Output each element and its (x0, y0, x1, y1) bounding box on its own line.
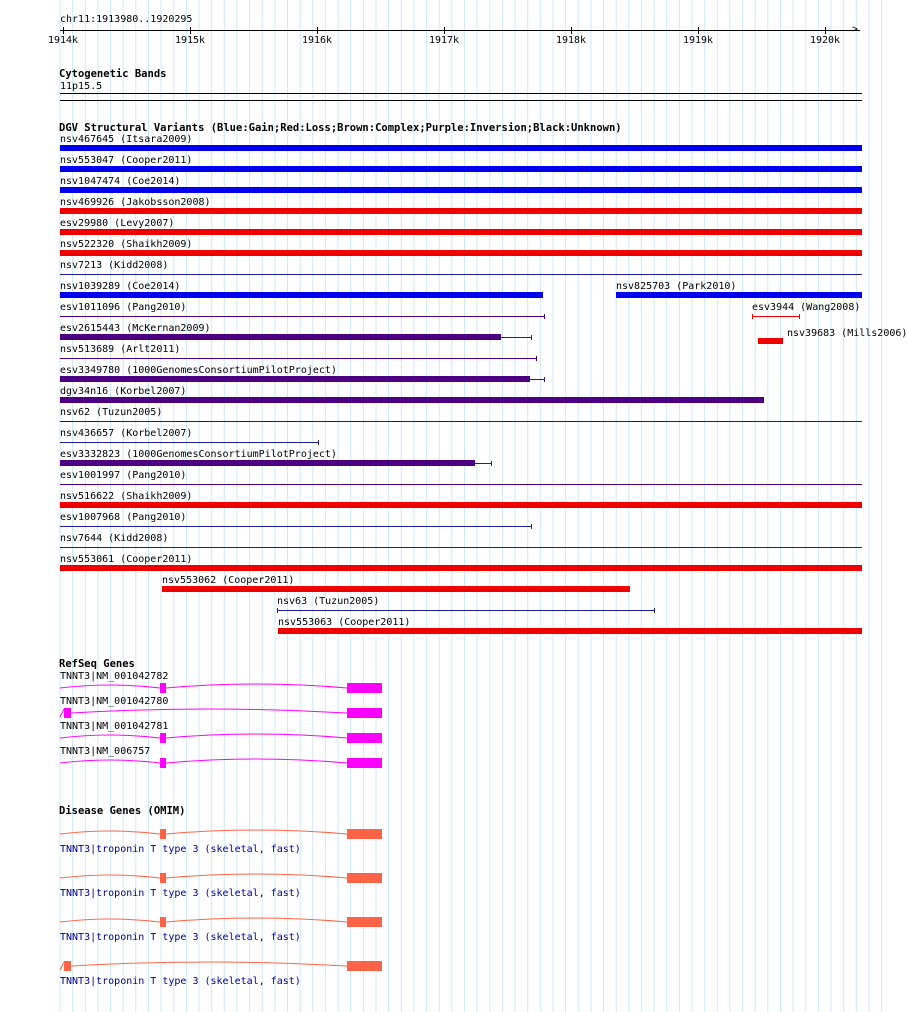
cytoband-bottom-line (60, 100, 862, 101)
exon (347, 708, 382, 718)
ruler-tick (63, 27, 64, 34)
variant-bar[interactable] (60, 145, 862, 151)
variant-bar[interactable] (60, 166, 862, 172)
variant-label[interactable]: nsv553062 (Cooper2011) (162, 575, 295, 586)
variant-label[interactable]: esv29980 (Levy2007) (60, 218, 175, 229)
variant-label[interactable]: nsv7644 (Kidd2008) (60, 533, 169, 544)
variant-bar[interactable] (162, 586, 630, 592)
omim-gene-model[interactable] (0, 912, 890, 932)
intron-line (166, 734, 347, 738)
intron-line (166, 684, 347, 688)
variant-extension-line[interactable] (530, 379, 544, 380)
variant-label[interactable]: nsv467645 (Itsara2009) (60, 134, 193, 145)
exon (160, 733, 166, 743)
intron-line (60, 760, 160, 763)
ruler-tick (571, 27, 572, 34)
variant-label[interactable]: nsv62 (Tuzun2005) (60, 407, 163, 418)
variant-label[interactable]: nsv1047474 (Coe2014) (60, 176, 181, 187)
exon (160, 683, 166, 693)
ruler-tick-label: 1919k (682, 35, 714, 46)
variant-bar[interactable] (60, 292, 543, 298)
intron-line (166, 759, 347, 763)
variant-bar[interactable] (60, 250, 862, 256)
omim-gene-label[interactable]: TNNT3|troponin T type 3 (skeletal, fast) (60, 932, 301, 943)
variant-extension-line[interactable] (501, 337, 531, 338)
refseq-track-title: RefSeq Genes (59, 658, 135, 670)
variant-label[interactable]: nsv39683 (Mills2006) (787, 328, 907, 339)
variant-label[interactable]: nsv513689 (Arlt2011) (60, 344, 181, 355)
variant-start-cap (752, 314, 753, 319)
variant-bar[interactable] (60, 229, 862, 235)
variant-bar[interactable] (60, 376, 530, 382)
refseq-gene-label[interactable]: TNNT3|NM_001042782 (60, 671, 169, 682)
cytoband-track-title: Cytogenetic Bands (59, 68, 167, 80)
variant-label[interactable]: esv1011096 (Pang2010) (60, 302, 187, 313)
variant-label[interactable]: nsv436657 (Korbel2007) (60, 428, 193, 439)
exon (160, 917, 166, 927)
refseq-gene-label[interactable]: TNNT3|NM_001042780 (60, 696, 169, 707)
exon (160, 829, 166, 839)
ruler-tick (698, 27, 699, 34)
variant-bar[interactable] (758, 338, 783, 344)
variant-bar[interactable] (60, 565, 862, 571)
intron-line (60, 709, 64, 717)
exon (64, 708, 71, 718)
exon (347, 961, 382, 971)
exon (160, 758, 166, 768)
variant-end-cap (799, 314, 800, 319)
omim-gene-label[interactable]: TNNT3|troponin T type 3 (skeletal, fast) (60, 888, 301, 899)
ruler-tick (825, 27, 826, 34)
exon (347, 758, 382, 768)
intron-line (166, 874, 347, 878)
variant-start-cap (277, 608, 278, 613)
variant-label[interactable]: dgv34n16 (Korbel2007) (60, 386, 187, 397)
intron-line (60, 831, 160, 834)
ruler-tick (190, 27, 191, 34)
variant-bar[interactable] (60, 208, 862, 214)
ruler-tick (444, 27, 445, 34)
variant-label[interactable]: nsv63 (Tuzun2005) (277, 596, 380, 607)
variant-line[interactable] (60, 316, 544, 317)
variant-label[interactable]: nsv516622 (Shaikh2009) (60, 491, 193, 502)
variant-end-cap (531, 335, 532, 340)
variant-end-cap (654, 608, 655, 613)
omim-gene-model[interactable] (0, 868, 890, 888)
intron-line (71, 709, 347, 713)
variant-label[interactable]: nsv553061 (Cooper2011) (60, 554, 193, 565)
variant-bar[interactable] (60, 460, 475, 466)
exon (160, 873, 166, 883)
variant-label[interactable]: nsv553063 (Cooper2011) (278, 617, 411, 628)
intron-line (71, 962, 347, 966)
variant-label[interactable]: nsv553047 (Cooper2011) (60, 155, 193, 166)
variant-label[interactable]: nsv1039289 (Coe2014) (60, 281, 181, 292)
variant-label[interactable]: esv3944 (Wang2008) (752, 302, 861, 313)
intron-line (60, 919, 160, 922)
variant-label[interactable]: nsv469926 (Jakobsson2008) (60, 197, 211, 208)
variant-bar[interactable] (60, 187, 862, 193)
omim-track-title: Disease Genes (OMIM) (59, 805, 186, 817)
variant-line[interactable] (60, 442, 318, 443)
ruler-tick (317, 27, 318, 34)
variant-line[interactable] (60, 547, 862, 548)
variant-label[interactable]: esv2615443 (McKernan2009) (60, 323, 211, 334)
variant-label[interactable]: nsv7213 (Kidd2008) (60, 260, 169, 271)
variant-line[interactable] (60, 358, 536, 359)
exon (347, 873, 382, 883)
cytoband-label: 11p15.5 (60, 81, 103, 92)
variant-line[interactable] (60, 484, 862, 485)
variant-end-cap (544, 314, 545, 319)
intron-line (60, 875, 160, 878)
ruler-tick-label: 1914k (47, 35, 79, 46)
omim-gene-model[interactable] (0, 824, 890, 844)
ruler-tick-label: 1915k (174, 35, 206, 46)
ruler-arrow-icon: > (852, 24, 859, 35)
variant-end-cap (318, 440, 319, 445)
variant-label[interactable]: nsv825703 (Park2010) (616, 281, 737, 292)
ruler-tick-label: 1917k (428, 35, 460, 46)
intron-line (60, 962, 64, 970)
variant-line[interactable] (60, 421, 862, 422)
ruler-tick-label: 1918k (555, 35, 587, 46)
intron-line (60, 685, 160, 688)
exon (347, 917, 382, 927)
exon (347, 829, 382, 839)
exon (347, 683, 382, 693)
omim-gene-label[interactable]: TNNT3|troponin T type 3 (skeletal, fast) (60, 976, 301, 987)
ruler-tick-label: 1916k (301, 35, 333, 46)
refseq-gene-label[interactable]: TNNT3|NM_006757 (60, 746, 151, 757)
ruler-tick-label: 1920k (809, 35, 841, 46)
variant-end-cap (491, 461, 492, 466)
variant-line[interactable] (752, 316, 799, 317)
variant-bar[interactable] (278, 628, 862, 634)
ruler-line (60, 30, 860, 31)
exon (64, 961, 71, 971)
intron-line (166, 830, 347, 834)
exon (347, 733, 382, 743)
intron-line (60, 735, 160, 738)
variant-label[interactable]: esv1001997 (Pang2010) (60, 470, 187, 481)
coordinate-label: chr11:1913980..1920295 (60, 14, 193, 25)
variant-label[interactable]: esv1007968 (Pang2010) (60, 512, 187, 523)
cytoband-top-line (60, 93, 862, 94)
variant-bar[interactable] (60, 334, 501, 340)
variant-bar[interactable] (60, 397, 764, 403)
variant-end-cap (544, 377, 545, 382)
variant-line[interactable] (277, 610, 654, 611)
variant-label[interactable]: esv3349780 (1000GenomesConsortiumPilotProject) (60, 365, 337, 376)
variant-label[interactable]: esv3332823 (1000GenomesConsortiumPilotProject) (60, 449, 337, 460)
variant-end-cap (531, 524, 532, 529)
variant-bar[interactable] (60, 502, 862, 508)
variant-label[interactable]: nsv522320 (Shaikh2009) (60, 239, 193, 250)
variant-line[interactable] (60, 274, 862, 275)
variant-end-cap (536, 356, 537, 361)
intron-line (166, 918, 347, 922)
dgv-track-title: DGV Structural Variants (Blue:Gain;Red:Loss;Brown:Complex;Purple:Inversion;Black:Unknown) (59, 122, 622, 134)
refseq-gene-label[interactable]: TNNT3|NM_001042781 (60, 721, 169, 732)
omim-gene-model[interactable] (0, 956, 890, 976)
variant-extension-line[interactable] (475, 463, 491, 464)
omim-gene-label[interactable]: TNNT3|troponin T type 3 (skeletal, fast) (60, 844, 301, 855)
variant-bar[interactable] (616, 292, 862, 298)
variant-line[interactable] (60, 526, 531, 527)
